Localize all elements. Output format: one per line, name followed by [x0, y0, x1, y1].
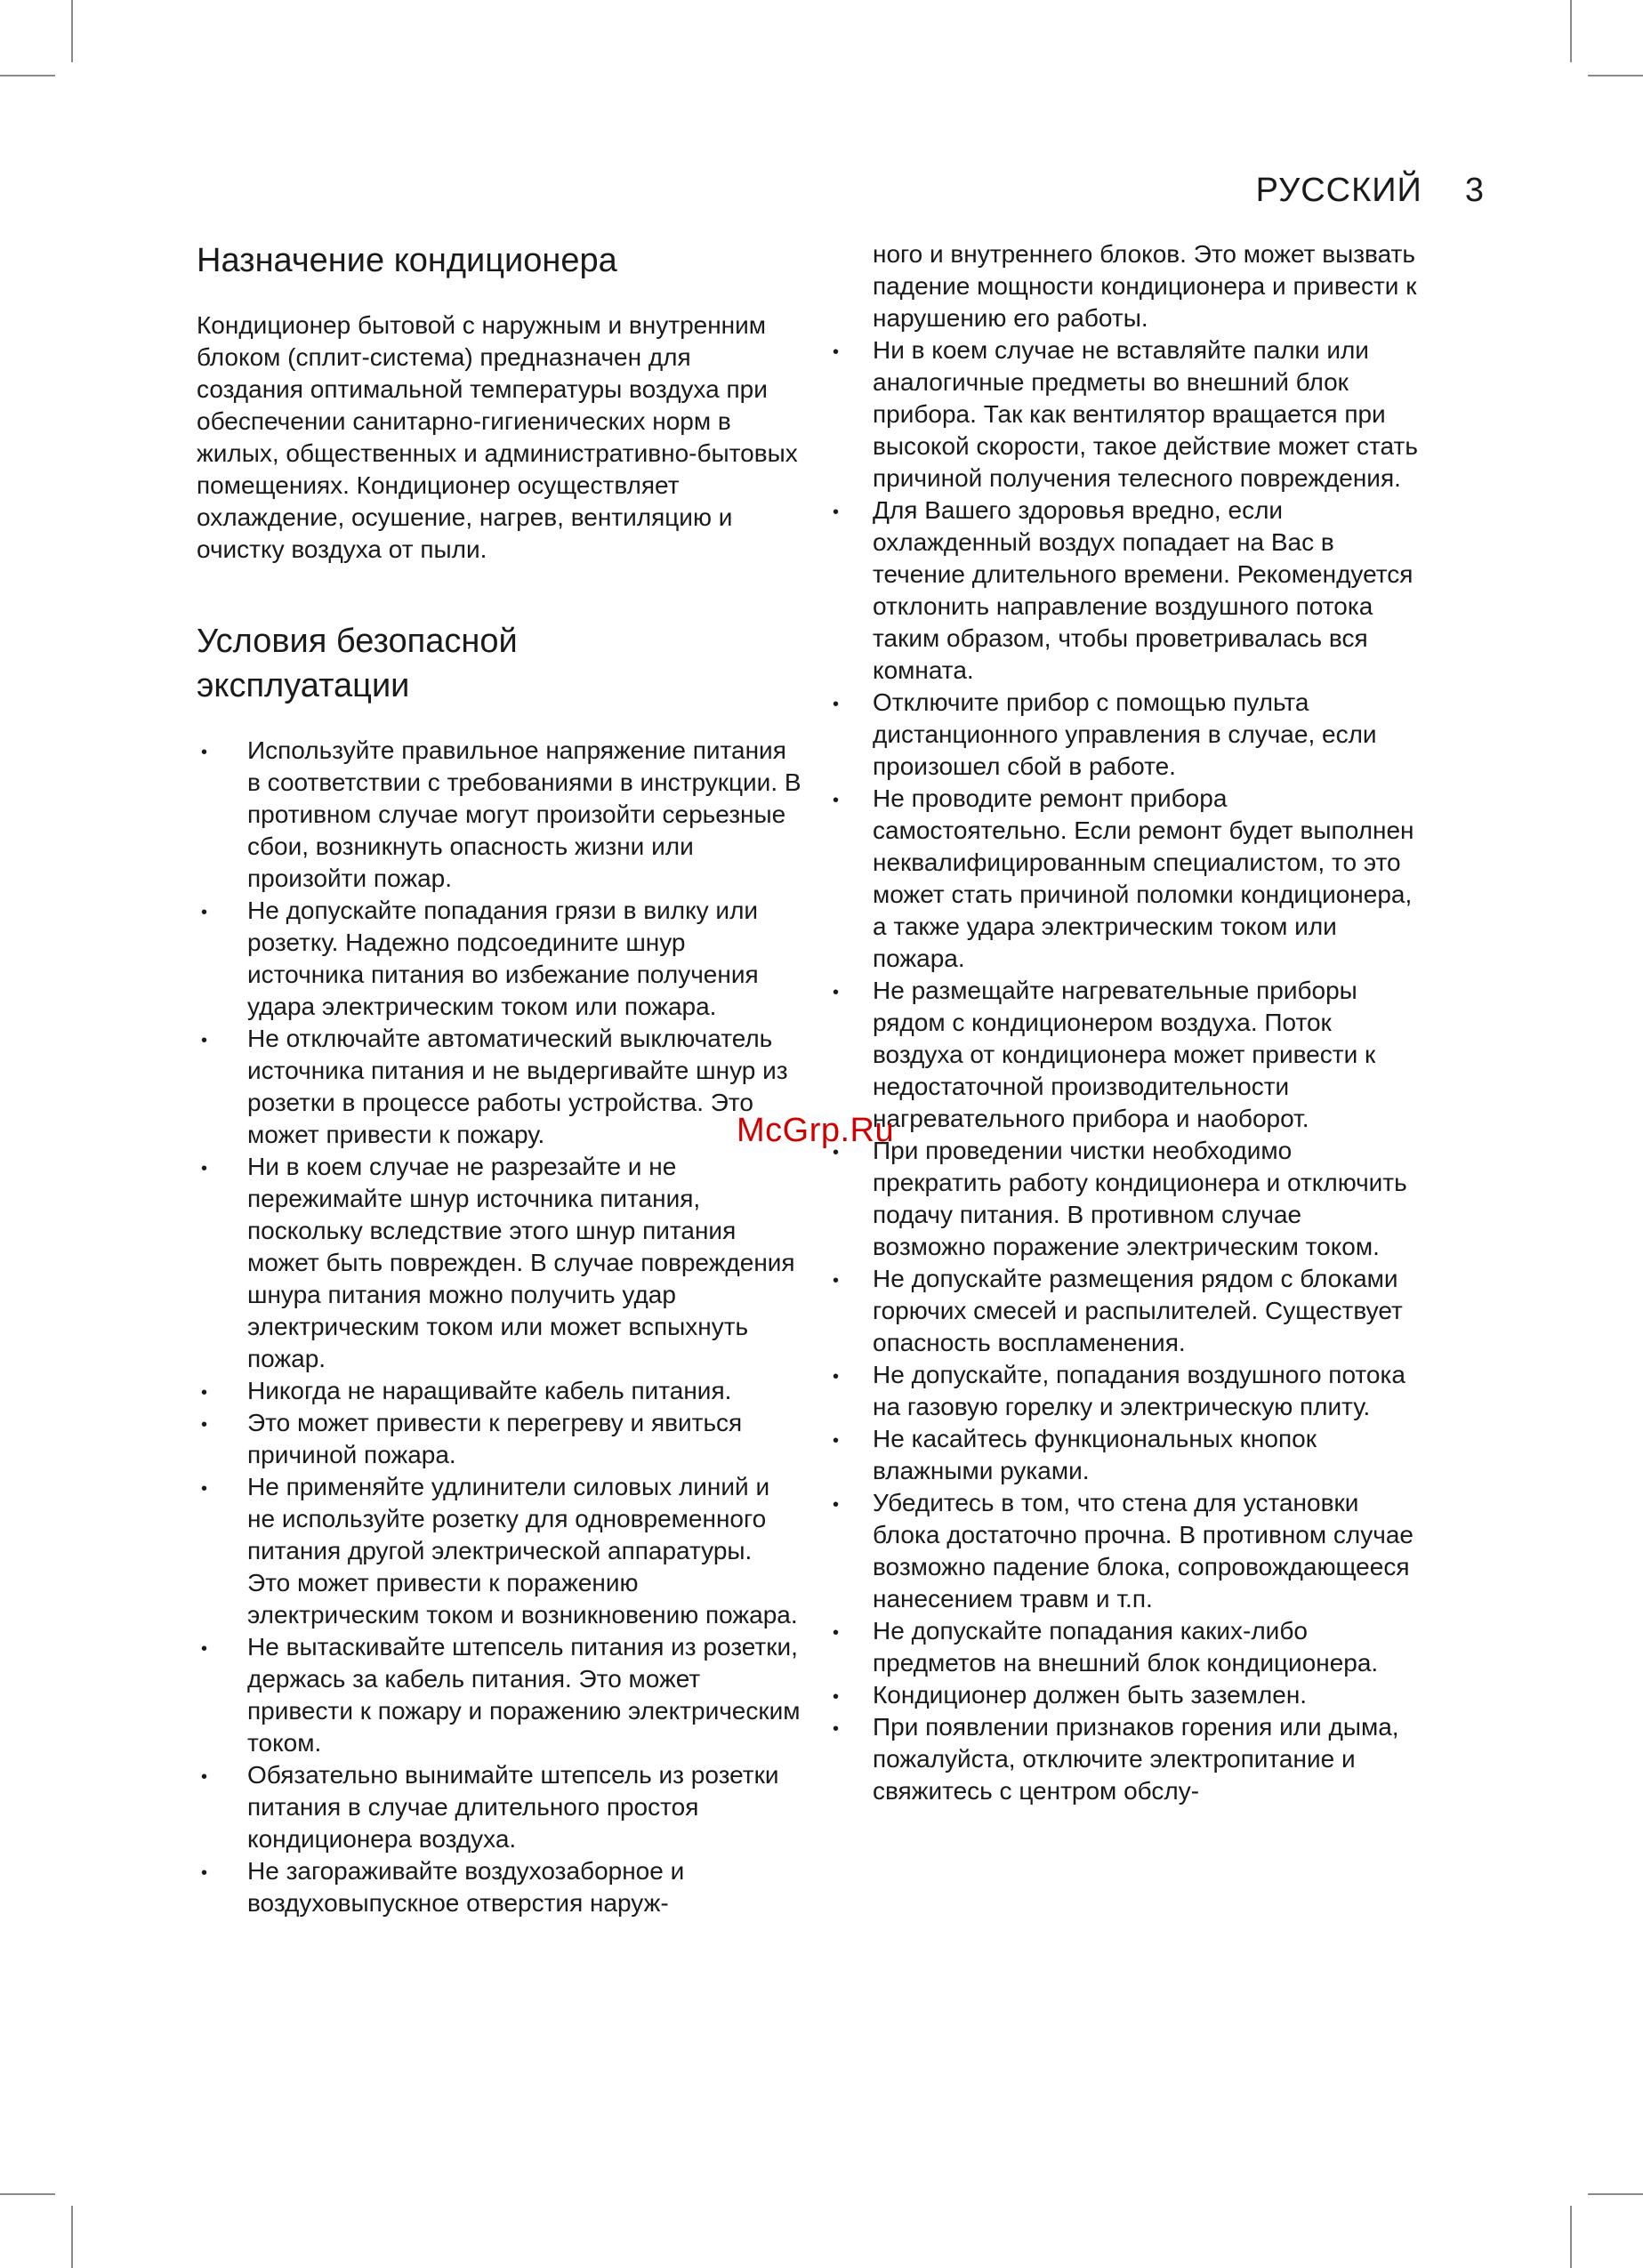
list-item: • При проведении чистки необходимо прекратить работу кондиционера и отключить подачу питания. В противном случае возможно поражение электрическим током.	[833, 1135, 1420, 1263]
list-item: • Не допускайте размещения рядом с блоками горючих смесей и распылителей. Существует опасность воспламенения.	[833, 1263, 1420, 1359]
crop-mark-top-right-v	[1570, 0, 1572, 62]
safety-list-right	[833, 334, 1420, 1807]
list-item: • Для Вашего здоровья вредно, если охлажденный воздух попадает на Вас в течение длительного времени. Рекомендуется отклонить направление воздушного потока таким образом, чтобы проветривалась вся комната.	[833, 495, 1420, 687]
safety-list-left	[197, 735, 801, 1919]
right-column	[833, 238, 1420, 1807]
watermark-text: McGrp.Ru	[737, 1112, 895, 1149]
list-item: • Не размещайте нагревательные приборы рядом с кондиционером воздуха. Поток воздуха от кондиционера может привести к недостаточной производительности нагревательного прибора и наоборот.	[833, 975, 1420, 1135]
crop-mark-bottom-right-v	[1570, 2206, 1572, 2268]
list-item: • Не проводите ремонт прибора самостоятельно. Если ремонт будет выполнен неквалифицированным специалистом, то это может стать причиной поломки кондиционера, а также удара электрическим током или пожара.	[833, 783, 1420, 975]
crop-mark-bottom-right-h	[1588, 2193, 1643, 2195]
list-item: • Ни в коем случае не вставляйте палки или аналогичные предметы во внешний блок прибора. Так как вентилятор вращается при высокой скорости, такое действие может стать причиной получения телесного повреждения.	[833, 334, 1420, 495]
list-item: • Ни в коем случае не разрезайте и не пережимайте шнур источника питания, поскольку вследствие этого шнур питания может быть поврежден. В случае повреждения шнура питания можно получить удар электрическим током или может вспыхнуть пожар.	[197, 1151, 801, 1375]
purpose-paragraph: Кондиционер бытовой с наружным и внутренним блоком (сплит-система) предназначен для создания оптимальной температуры воздуха при обеспечении санитарно-гигиенических норм в жилых, общественных и административно-бытовых помещениях. Кондиционер осуществляет охлаждение, осушение, нагрев, вентиляцию и очистку воздуха от пыли.	[197, 311, 798, 563]
list-item: • Не касайтесь функциональных кнопок влажными руками.	[833, 1423, 1420, 1487]
list-item: • Не загораживайте воздухозаборное и воздуховыпускное отверстия наруж-	[197, 1855, 801, 1919]
list-item: • Не допускайте попадания каких-либо предметов на внешний блок кондиционера.	[833, 1615, 1420, 1679]
list-item: • Убедитесь в том, что стена для установки блока достаточно прочна. В противном случае возможно падение блока, сопровождающееся нанесением травм и т.п.	[833, 1487, 1420, 1615]
list-item: • Не допускайте попадания грязи в вилку или розетку. Надежно подсоедините шнур источника питания во избежание получения удара электрическим током или пожара.	[197, 895, 801, 1023]
list-item: • Не допускайте, попадания воздушного потока на газовую горелку и электрическую плиту.	[833, 1359, 1420, 1423]
list-item: • При появлении признаков горения или дыма, пожалуйста, отключите электропитание и свяжитесь с центром обслу-	[833, 1711, 1420, 1807]
list-item: • Обязательно вынимайте штепсель из розетки питания в случае длительного простоя кондиционера воздуха.	[197, 1759, 801, 1855]
crop-mark-top-right-h	[1588, 75, 1643, 76]
section-title-purpose: Назначение кондиционера	[197, 242, 617, 279]
list-item: • Кондиционер должен быть заземлен.	[833, 1679, 1420, 1711]
section-title-safety: Условия безопасной эксплуатации	[197, 623, 518, 704]
list-item: • Это может привести к перегреву и явиться причиной пожара.	[197, 1407, 801, 1471]
crop-mark-bottom-left-v	[71, 2206, 73, 2268]
page-number: 3	[1464, 172, 1485, 209]
list-item: • Не вытаскивайте штепсель питания из розетки, держась за кабель питания. Это может привести к пожару и поражению электрическим током.	[197, 1631, 801, 1759]
list-item: • Используйте правильное напряжение питания в соответствии с требованиями в инструкции. В противном случае могут произойти серьезные сбои, возникнуть опасность жизни или произойти пожар.	[197, 735, 801, 895]
crop-mark-top-left-v	[71, 0, 73, 62]
crop-mark-bottom-left-h	[0, 2193, 55, 2195]
list-item: • Отключите прибор с помощью пульта дистанционного управления в случае, если произошел сбой в работе.	[833, 687, 1420, 783]
continued-paragraph: ного и внутреннего блоков. Это может вызвать падение мощности кондиционера и привести к нарушению его работы.	[873, 240, 1417, 332]
list-item: • Не применяйте удлинители силовых линий и не используйте розетку для одновременного питания другой электрической аппаратуры. Это может привести к поражению электрическим током и возникновению пожара.	[197, 1471, 801, 1631]
language-label: РУССКИЙ	[1255, 172, 1422, 209]
crop-mark-top-left-h	[0, 75, 55, 76]
list-item: • Никогда не наращивайте кабель питания.	[197, 1375, 801, 1407]
list-item: • Не отключайте автоматический выключатель источника питания и не выдергивайте шнур из розетки в процессе работы устройства. Это может привести к пожару.	[197, 1023, 801, 1151]
page-header	[1256, 172, 1485, 210]
left-column	[197, 238, 801, 1919]
